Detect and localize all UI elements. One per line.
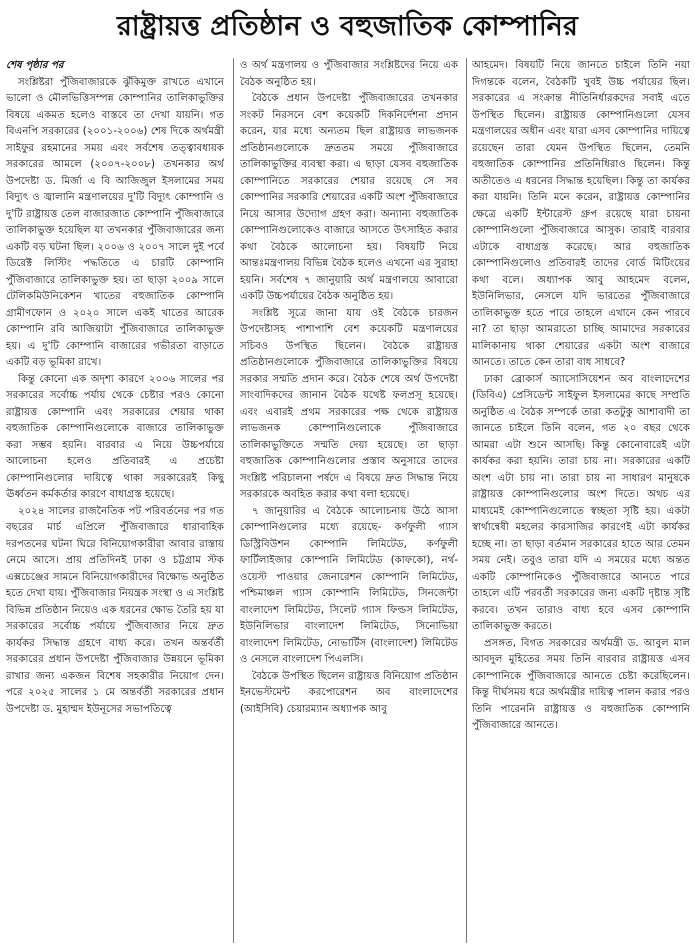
column-divider-1 xyxy=(233,58,234,946)
paragraph: বৈঠকে প্রধান উপদেষ্টা পুঁজিবাজারের তখনকার সংকট নিরসনে বেশ কয়েকটি দিকনির্দেশনা প্রদান করেন, যার মধ্যে অন্যতম ছিল রাষ্ট্রায়ত্ত লাভজনক প্রতিষ্ঠানগুলোকে দ্রুততম সময়ে পুঁজিবাজারে তালিকাভুক্তির ব্যবস্থা করা। এ ছাড়া যেসব বহুজাতিক কোম্পানিতে সরকারের শেয়ার রয়েছে সে সব কোম্পানির সরকারি শেয়ারের একটি অংশ পুঁজিবাজারে নিয়ে আসার উদ্যোগ গ্রহণ করা। অন্যান্য বহুজাতিক কোম্পানিগুলোকেও বাজারে আসতে উৎসাহিত করার কথা বৈঠকে আলোচনা হয়। বিষয়টি নিয়ে আন্তঃমন্ত্রণালয় বিভিন্ন বৈঠক হলেও এখনো এর সুরাহা হয়নি। সর্বশেষ ৭ জানুয়ারি অর্থ মন্ত্রণালয়ে আবারো একটি উচ্চপর্যায়ের বৈঠক অনুষ্ঠিত হয়। xyxy=(240,93,458,302)
paragraph: প্রসঙ্গত, বিগত সরকারের অর্থমন্ত্রী ড. আবুল মাল আবদুল মুহিতের সময় তিনি বারবার রাষ্ট্রায়ত্ত এসব কোম্পানিকে পুঁজিবাজারে আনতে চেষ্টা করেছিলেন। কিন্তু দীর্ঘসময় ধরে অর্থমন্ত্রীর দায়িত্ব পালন করার পরও তিনি পারেননি রাষ্ট্রায়ত্ত ও বহুজাতিক কোম্পানি পুঁজিবাজারে আনতে। xyxy=(472,637,690,731)
article-headline: রাষ্ট্রায়ত্ত প্রতিষ্ঠান ও বহুজাতিক কোম্পানির xyxy=(116,11,579,42)
paragraph: সংশ্লিষ্টরা পুঁজিবাজারকে ঝুঁকিমুক্ত রাখতে এখানে ভালো ও মৌলভিত্তিসম্পন্ন কোম্পানির তালিকাভুক্তির বিষয়ে একমত হলেও বাস্তবে তা দেখা যায়নি। গত বিএনপি সরকারের (২০০১-২০০৬) শেষ দিকে অর্থমন্ত্রী সাইফুর রহমানের সময় এবং সর্বশেষ তত্ত্বাবধায়ক সরকারের আমলে (২০০৭-২০০৮) তখনকার অর্থ উপদেষ্টা ড. মির্জা এ বি আজিজুল ইসলামের সময় বিদ্যুৎ ও জ্বালানি মন্ত্রণালয়ের দু'টি বিদ্যুৎ কোম্পানি ও দু'টি রাষ্ট্রায়ত্ত তেল বাজারজাত কোম্পানি পুঁজিবাজারে তালিকাভুক্ত হয়েছিল যা তখনকার পুঁজিবাজারের জন্য একটি বড় ঘটনা ছিল। ২০০৬ ও ২০০৭ সালে দুই পর্বে ডিরেক্ট লিস্টিং পদ্ধতিতে এ চারটি কোম্পানি পুঁজিবাজারে তালিকাভুক্ত হয়। তা ছাড়া ২০০৯ সালে টেলিকমিউনিকেশন খাতের বহুজাতিক কোম্পানি গ্রামীণফোন ও ২০২০ সালে একই খাতের আরেক কোম্পানি রবি আজিয়াটা পুঁজিবাজারে তালিকাভুক্ত হয়। এ দু'টি কোম্পানি বাজারের গভীরতা বাড়াতে একটি বড় ভূমিকা রাখে। xyxy=(6,76,224,368)
paragraph: ২০২৪ সালের রাজনৈতিক পট পরিবর্তনের পর গত বছরের মার্চ এপ্রিলে পুঁজিবাজারে ধারাবাহিক দরপতনের ঘটনা ঘিরে বিনিয়োগকারীরা আবার রাস্তায় নেমে আসে। প্রায় প্রতিদিনই ঢাকা ও চট্টগ্রাম স্টক এক্সচেঞ্জের সামনে বিনিয়োগকারীদের বিক্ষোভ অনুষ্ঠিত হতে দেখা যায়। পুঁজিবাজার নিয়ন্ত্রক সংস্থা ও এ সংশ্লিষ্ট বিভিন্ন প্রতিষ্ঠান নিয়েও এক ধরনের ক্ষোভ তৈরি হয় যা সরকারের সর্বোচ্চ পর্যায়ে পুঁজিবাজার নিয়ে দ্রুত কার্যকর সিদ্ধান্ত গ্রহণে বাধ্য করে। তখন অন্তর্বর্তী সরকারের প্রধান উপদেষ্টা পুঁজিবাজার উন্নয়নে ভূমিকা রাখার জন্য একজন বিশেষ সহকারীর নিয়োগ দেন। পরে ২০২৫ সালের ১ মে অন্তর্বর্তী সরকারের প্রধান উপদেষ্টা ড. মুহাম্মদ ইউনূসের সভাপতিত্বে xyxy=(6,505,224,715)
paragraph: বৈঠকে উপস্থিত ছিলেন রাষ্ট্রায়ত্ত বিনিয়োগ প্রতিষ্ঠান ইনভেস্টমেন্ট করপোরেশন অব বাংলাদেশের (আইসিবি) চেয়ারম্যান অধ্যাপক আবু xyxy=(240,670,458,715)
continuation-kicker: শেষ পৃষ্ঠার পর xyxy=(6,60,64,71)
article-column-2 xyxy=(240,58,458,946)
paragraph: সংশ্লিষ্ট সূত্রে জানা যায় ওই বৈঠকে চারজন উপদেষ্টাসহ পাশাপাশি বেশ কয়েকটি মন্ত্রণালয়ের সচিবও উপস্থিত ছিলেন। বৈঠকে রাষ্ট্রায়ত্ত প্রতিষ্ঠানগুলোকে পুঁজিবাজারে তালিকাভুক্তির বিষয়ে সরকার সম্মতি প্রদান করে। বৈঠক শেষে অর্থ উপদেষ্টা সাংবাদিকদের জানান বৈঠক যথেষ্ট ফলপ্রসূ হয়েছে। এবং এবারই প্রথম সরকারের পক্ষ থেকে রাষ্ট্রায়ত্ত লাভজনক কোম্পানিগুলোকে পুঁজিবাজারে তালিকাভুক্তিতে সম্মতি দেয়া হয়েছে। তা ছাড়া বহুজাতিক কোম্পানিগুলোর প্রস্তাব অনুসারে তাদের সংশ্লিষ্ট পরিচালনা পর্ষদে এ বিষয়ে দ্রুত সিদ্ধান্ত নিয়ে সরকারকে অবহিত করার কথা বলা হয়েছে। xyxy=(240,307,458,500)
paragraph: ও অর্থ মন্ত্রণালয় ও পুঁজিবাজার সংশ্লিষ্টদের নিয়ে এক বৈঠক অনুষ্ঠিত হয়। xyxy=(240,60,458,88)
article-column-3 xyxy=(472,58,690,946)
article-column-1 xyxy=(6,58,224,946)
paragraph: আহমেদ। বিষয়টি নিয়ে জানতে চাইলে তিনি নয়া দিগন্তকে বলেন, বৈঠকটি খুবই উচ্চ পর্যায়ের ছিল। সরকারের এ সংক্রান্ত নীতিনির্ধারকদের সবাই এতে উপস্থিত ছিলেন। রাষ্ট্রায়ত্ত কোম্পানিগুলো যেসব মন্ত্রণালয়ের অধীন এবং যারা এসব কোম্পানির দায়িত্বে রয়েছেন তারা যেমন উপস্থিত ছিলেন, তেমনি বহুজাতিক কোম্পানির প্রতিনিধিরাও ছিলেন। কিন্তু অতীতেও এ ধরনের সিদ্ধান্ত হয়েছিল। কিন্তু তা কার্যকর করা যায়নি। তিনি মনে করেন, রাষ্ট্রায়ত্ত কোম্পানির ক্ষেত্রে একটি ইন্টারেস্ট গ্রুপ রয়েছে যারা চায়না কোম্পানিগুলো পুঁজিবাজারে আসুক। তারাই বারবার এটাকে বাধাগ্রস্ত করেছে। আর বহুজাতিক কোম্পানিগুলোও প্রতিবারই তাদের বোর্ড মিটিংয়ের কথা বলে। অধ্যাপক আবু আহমেদ বলেন, ইউনিলিভার, নেসলে যদি ভারতের পুঁজিবাজারে তালিকাভুক্ত হতে পারে তাহলে এখানে কেন পারবে না? তা ছাড়া আমরাতো চাচ্ছি আমাদের সরকারের মালিকানায় থাকা শেয়ারের একটা অংশ বাজারে আনতে। তাতে কেন তারা বাধ সাধবে? xyxy=(472,60,690,368)
paragraph: কিন্তু কোনো এক অদৃশ্য কারণে ২০০৬ সালের পর সরকারের সর্বোচ্চ পর্যায় থেকে চেষ্টার পরও কোনো রাষ্ট্রায়ত্ত কোম্পানি এবং সরকারের শেয়ার থাকা বহুজাতিক কোম্পানিগুলোকে বাজারে তালিকাভুক্ত করা সম্ভব হয়নি। বারবার এ নিয়ে উচ্চপর্যায়ে আলোচনা হলেও প্রতিবারই এ প্রচেষ্টা কোম্পানিগুলোর দায়িত্বে থাকা সরকারেরই কিছু ঊর্ধ্বতন কর্মকর্তার কারণে বাধাগ্রস্ত হয়েছে। xyxy=(6,373,224,500)
column-divider-2 xyxy=(466,58,467,946)
paragraph: ঢাকা ব্রোকার্স অ্যাসোসিয়েশন অব বাংলাদেশের (ডিবিএ) প্রেসিডেন্ট সাইফুল ইসলামের কাছে সম্প্রতি অনুষ্ঠিত এ বৈঠক সম্পর্কে তারা কতটুকু আশাবাদী তা জানতে চাইলে তিনি বলেন, গত ২০ বছর থেকে আমরা এটা শুনে আসছি। কিন্তু কোনোবারেই এটা কার্যকর করা হয়নি। তারা চায় না। সরকারের একটি অংশ এটা চায় না। তারা চায় না সাধারণ মানুষকে রাষ্ট্রায়ত্ত কোম্পানিগুলোর অংশ দিতে। অথচ এর মাধ্যমেই কোম্পানিগুলোতে স্বচ্ছতা সৃষ্টি হয়। একটা স্বার্থান্বেষী মহলের কারসাজির কারণেই এটা কার্যকর হচ্ছে না। তা ছাড়া বর্তমান সরকারের হাতে আর তেমন সময় নেই। তবুও তারা যদি এ সময়ের মধ্যে অন্তত একটি কোম্পানিকেও পুঁজিবাজারে আনতে পারে তাহলে এটি পরবর্তী সরকারের জন্য একটি দৃষ্টান্ত সৃষ্টি করবে। তখন তারাও বাধ্য হবে এসব কোম্পানি তালিকাভুক্ত করতে। xyxy=(472,373,690,632)
paragraph: ৭ জানুয়ারির এ বৈঠকে আলোচনায় উঠে আসা কোম্পানিগুলোর মধ্যে রয়েছে- কর্ণফুলী গ্যাস ডিস্ট্রিবিউশন কোম্পানি লিমিটেড, কর্ণফুলী ফার্টিলাইজার কোম্পানি লিমিটেড (কাফকো), নর্থ-ওয়েস্ট পাওয়ার জেনারেশন কোম্পানি লিমিটেড, পশ্চিমাঞ্চল গ্যাস কোম্পানি লিমিটেড, সিনজেন্টা বাংলাদেশ লিমিটেড, সিলেট গ্যাস ফিল্ডস লিমিটেড, ইউনিলিভার বাংলাদেশ লিমিটেড, সিনোভিয়া বাংলাদেশ লিমিটেড, নোভার্টিস (বাংলাদেশ) লিমিটেড ও নেসলে বাংলাদেশ পিএলসি। xyxy=(240,505,458,665)
